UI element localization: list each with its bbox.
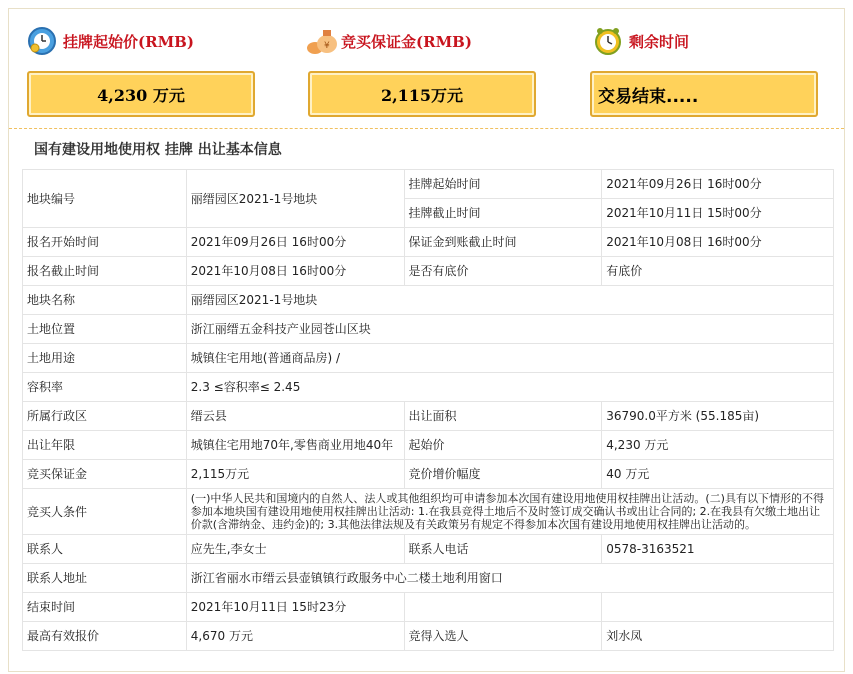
table-row [23, 564, 834, 593]
value-cell: 4,230 万元 [602, 431, 834, 460]
label-cell: 竞得入选人 [404, 622, 602, 651]
value-cell: 刘水凤 [602, 622, 834, 651]
header-divider [9, 128, 844, 129]
table-row [23, 228, 834, 257]
table-row [23, 170, 834, 199]
value-cell: 2,115万元 [186, 460, 404, 489]
value-cell: 2021年10月08日 16时00分 [602, 228, 834, 257]
value-cell: 0578-3163521 [602, 535, 834, 564]
table-row [23, 373, 834, 402]
label-cell: 结束时间 [23, 593, 187, 622]
label-cell: 土地位置 [23, 315, 187, 344]
clock-money-icon [27, 26, 57, 56]
land-info-table [22, 169, 834, 651]
label-cell: 土地用途 [23, 344, 187, 373]
value-cell: 2021年10月11日 15时23分 [186, 593, 404, 622]
label-cell [404, 593, 602, 622]
bidder-conditions-cell: (一)中华人民共和国境内的自然人、法人或其他组织均可申请参加本次国有建设用地使用权挂牌出让活动。(二)具有以下情形的不得参加本地块国有建设用地使用权挂牌出让活动: 1.在我县竞得土地后不及时签订成交确认书或出让合同的; 2.在我县有欠缴土地出让价款(含滞纳金、违约金)的; 3.其他法律法规及有关政策另有规定不得参加本次国有建设用地使用权挂牌出让活动的。 [186, 489, 833, 535]
label-cell: 起始价 [404, 431, 602, 460]
remaining-time-title: 剩余时间 [629, 32, 690, 51]
label-cell: 出让年限 [23, 431, 187, 460]
table-row [23, 402, 834, 431]
remaining-time-block [593, 21, 825, 61]
value-cell: 2021年10月08日 16时00分 [186, 257, 404, 286]
value-cell: 城镇住宅用地(普通商品房) / [186, 344, 833, 373]
label-cell: 所属行政区 [23, 402, 187, 431]
value-cell: 4,670 万元 [186, 622, 404, 651]
value-cell: 城镇住宅用地70年,零售商业用地40年 [186, 431, 404, 460]
table-row [23, 257, 834, 286]
label-cell: 出让面积 [404, 402, 602, 431]
summary-header [9, 9, 844, 127]
label-cell: 联系人地址 [23, 564, 187, 593]
table-row [23, 344, 834, 373]
table-row [23, 489, 834, 535]
label-cell: 联系人 [23, 535, 187, 564]
value-cell: 40 万元 [602, 460, 834, 489]
deposit-value: 2,115万元 [308, 71, 536, 117]
value-cell: 2021年09月26日 16时00分 [602, 170, 834, 199]
table-row [23, 622, 834, 651]
value-cell: 缙云县 [186, 402, 404, 431]
svg-text:¥: ¥ [324, 41, 330, 51]
start-price-title: 挂牌起始价(RMB) [63, 32, 194, 51]
label-cell: 竞买保证金 [23, 460, 187, 489]
label-cell: 竞价增价幅度 [404, 460, 602, 489]
table-row [23, 286, 834, 315]
value-cell: 有底价 [602, 257, 834, 286]
label-cell: 报名开始时间 [23, 228, 187, 257]
table-row [23, 593, 834, 622]
value-cell: 丽缙园区2021-1号地块 [186, 286, 833, 315]
start-price-block [27, 21, 259, 61]
table-row [23, 431, 834, 460]
label-cell: 地块编号 [23, 170, 187, 228]
label-cell: 竞买人条件 [23, 489, 187, 535]
value-cell: 2021年10月11日 15时00分 [602, 199, 834, 228]
remaining-time-value: 交易结束..... [590, 71, 818, 117]
deposit-block [305, 21, 537, 61]
value-cell [602, 593, 834, 622]
value-cell: 浙江丽缙五金科技产业园苍山区块 [186, 315, 833, 344]
section-title: 国有建设用地使用权 挂牌 出让基本信息 [34, 142, 282, 158]
value-cell: 应先生,李女士 [186, 535, 404, 564]
table-row [23, 535, 834, 564]
label-cell: 挂牌截止时间 [404, 199, 602, 228]
label-cell: 保证金到账截止时间 [404, 228, 602, 257]
value-cell: 浙江省丽水市缙云县壶镇镇行政服务中心二楼土地利用窗口 [186, 564, 833, 593]
value-cell: 2.3 ≤容积率≤ 2.45 [186, 373, 833, 402]
money-bag-icon [305, 26, 335, 56]
label-cell: 报名截止时间 [23, 257, 187, 286]
value-cell: 36790.0平方米 (55.185亩) [602, 402, 834, 431]
value-cell: 丽缙园区2021-1号地块 [186, 170, 404, 228]
auction-panel [8, 8, 845, 672]
table-row [23, 460, 834, 489]
value-cell: 2021年09月26日 16时00分 [186, 228, 404, 257]
alarm-clock-icon [593, 26, 623, 56]
label-cell: 容积率 [23, 373, 187, 402]
label-cell: 是否有底价 [404, 257, 602, 286]
label-cell: 最高有效报价 [23, 622, 187, 651]
label-cell: 地块名称 [23, 286, 187, 315]
label-cell: 挂牌起始时间 [404, 170, 602, 199]
label-cell: 联系人电话 [404, 535, 602, 564]
start-price-value: 4,230 万元 [27, 71, 255, 117]
table-row [23, 315, 834, 344]
deposit-title: 竞买保证金(RMB) [341, 32, 472, 51]
